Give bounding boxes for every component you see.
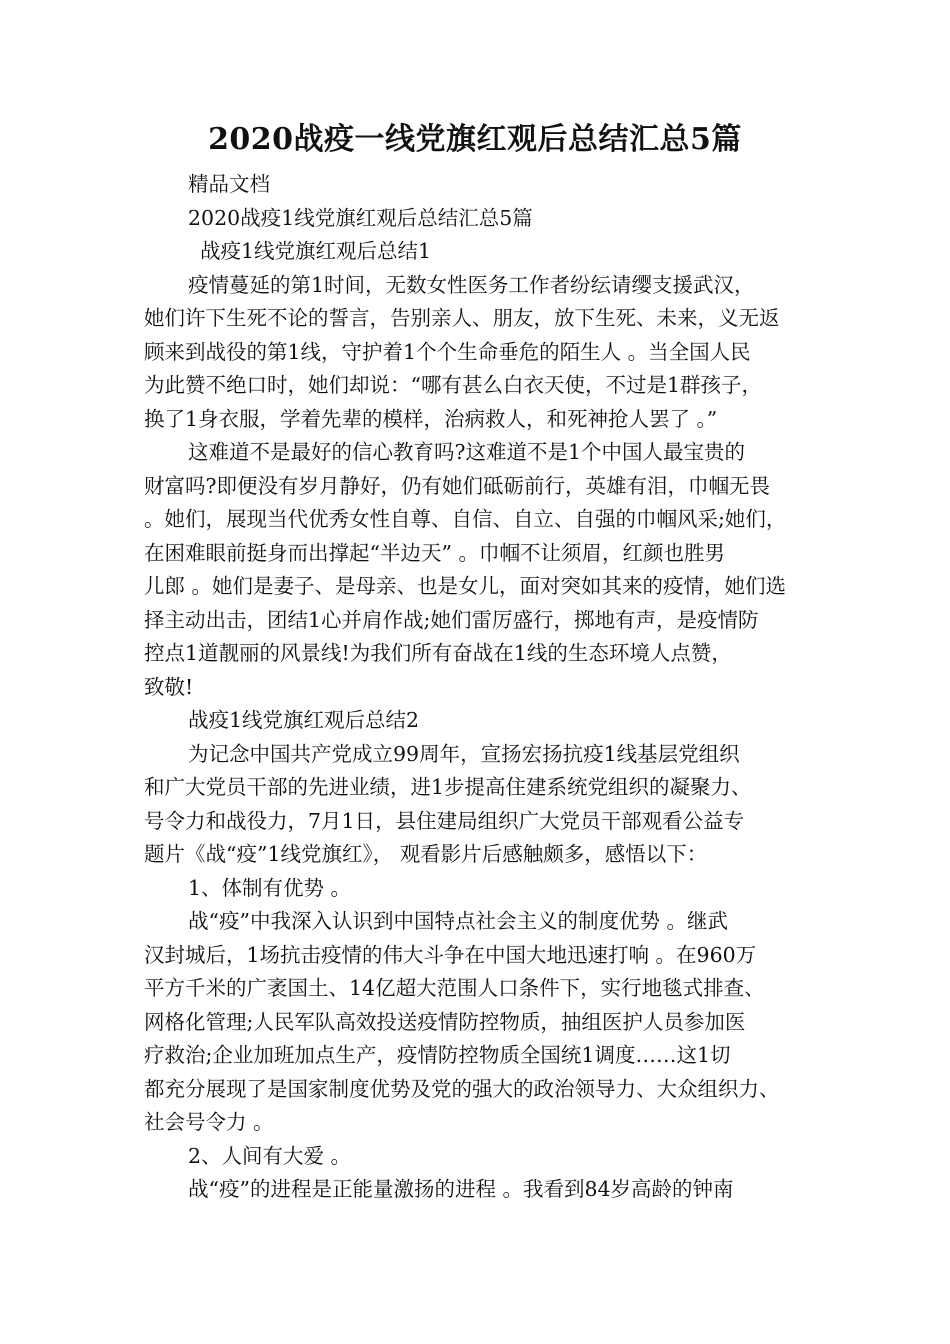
text-line: 网格化管理;人民军队高效投送疫情防控物质，抽组医护人员参加医 — [144, 1009, 746, 1034]
text-line: 为此赞不绝口时，她们却说：“哪有甚么白衣天使，不过是1群孩子， — [144, 373, 763, 397]
document-body — [144, 168, 820, 1207]
text-line: 战疫1线党旗红观后总结2 — [188, 708, 420, 732]
text-line: 和广大党员干部的先进业绩，进1步提高住建系统党组织的凝聚力、 — [144, 775, 752, 799]
text-line: 控点1道靓丽的风景线!为我们所有奋战在1线的生态环境人点赞， — [144, 641, 732, 665]
text-line: 社会号令力 。 — [144, 1110, 274, 1134]
text-line: 都充分展现了是国家制度优势及党的强大的政治领导力、大众组织力、 — [144, 1076, 780, 1101]
text-line: 儿郎 。她们是妻子、是母亲、也是女儿，面对突如其来的疫情，她们选 — [144, 574, 787, 598]
text-line: 平方千米的广袤国土、14亿超大范围人口条件下，实行地毯式排查、 — [144, 976, 765, 1000]
text-line: 1、体制有优势 。 — [188, 875, 352, 900]
text-line: 择主动出击，团结1心并肩作战;她们雷厉盛行，掷地有声，是疫情防 — [144, 607, 759, 632]
text-line: 战“疫”的进程是正能量激扬的进程 。我看到84岁高龄的钟南 — [188, 1177, 734, 1201]
text-line: 2020战疫1线党旗红观后总结汇总5篇 — [188, 205, 533, 230]
text-line: 在困难眼前挺身而出撑起“半边天” 。巾帼不让须眉，红颜也胜男 — [144, 540, 725, 565]
text-line: 换了1身衣服，学着先辈的模样，治病救人，和死神抢人罢了 。” — [144, 406, 718, 431]
document-title: 2020战疫一线党旗红观后总结汇总5篇 — [208, 122, 742, 157]
text-line: 号令力和战役力，7月1日，县住建局组织广大党员干部观看公益专 — [144, 808, 745, 833]
text-line: 。她们，展现当代优秀女性自尊、自信、自立、自强的巾帼风采;她们， — [144, 507, 787, 531]
text-line: 她们许下生死不论的誓言，告别亲人、朋友，放下生死、未来，义无返 — [144, 306, 780, 330]
text-line: 顾来到战役的第1线，守护着1个个生命垂危的陌生人 。当全国人民 — [144, 339, 751, 364]
text-line: 汉封城后，1场抗击疫情的伟大斗争在中国大地迅速打响 。在960万 — [144, 942, 757, 967]
text-line: 战“疫”中我深入认识到中国特点社会主义的制度优势 。继武 — [188, 909, 728, 933]
text-line: 致敬! — [144, 674, 194, 699]
text-line: 题片《战“疫”1线党旗红》， 观看影片后感触颇多，感悟以下： — [144, 842, 708, 866]
text-line: 战疫1线党旗红观后总结1 — [200, 239, 432, 263]
text-line: 2、人间有大爱 。 — [188, 1143, 352, 1168]
text-line: 疗救治;企业加班加点生产，疫情防控物质全国统1调度……这1切 — [144, 1043, 731, 1067]
text-line: 为记念中国共产党成立99周年，宣扬宏扬抗疫1线基层党组织 — [188, 741, 740, 766]
text-line: 精品文档 — [188, 172, 270, 196]
text-line: 疫情蔓延的第1时间，无数女性医务工作者纷纭请缨支援武汉， — [188, 272, 755, 297]
text-line: 财富吗?即便没有岁月静好，仍有她们砥砺前行，英雄有泪，巾帼无畏 — [144, 473, 770, 498]
text-line: 这难道不是最好的信心教育吗?这难道不是1个中国人最宝贵的 — [188, 440, 746, 464]
